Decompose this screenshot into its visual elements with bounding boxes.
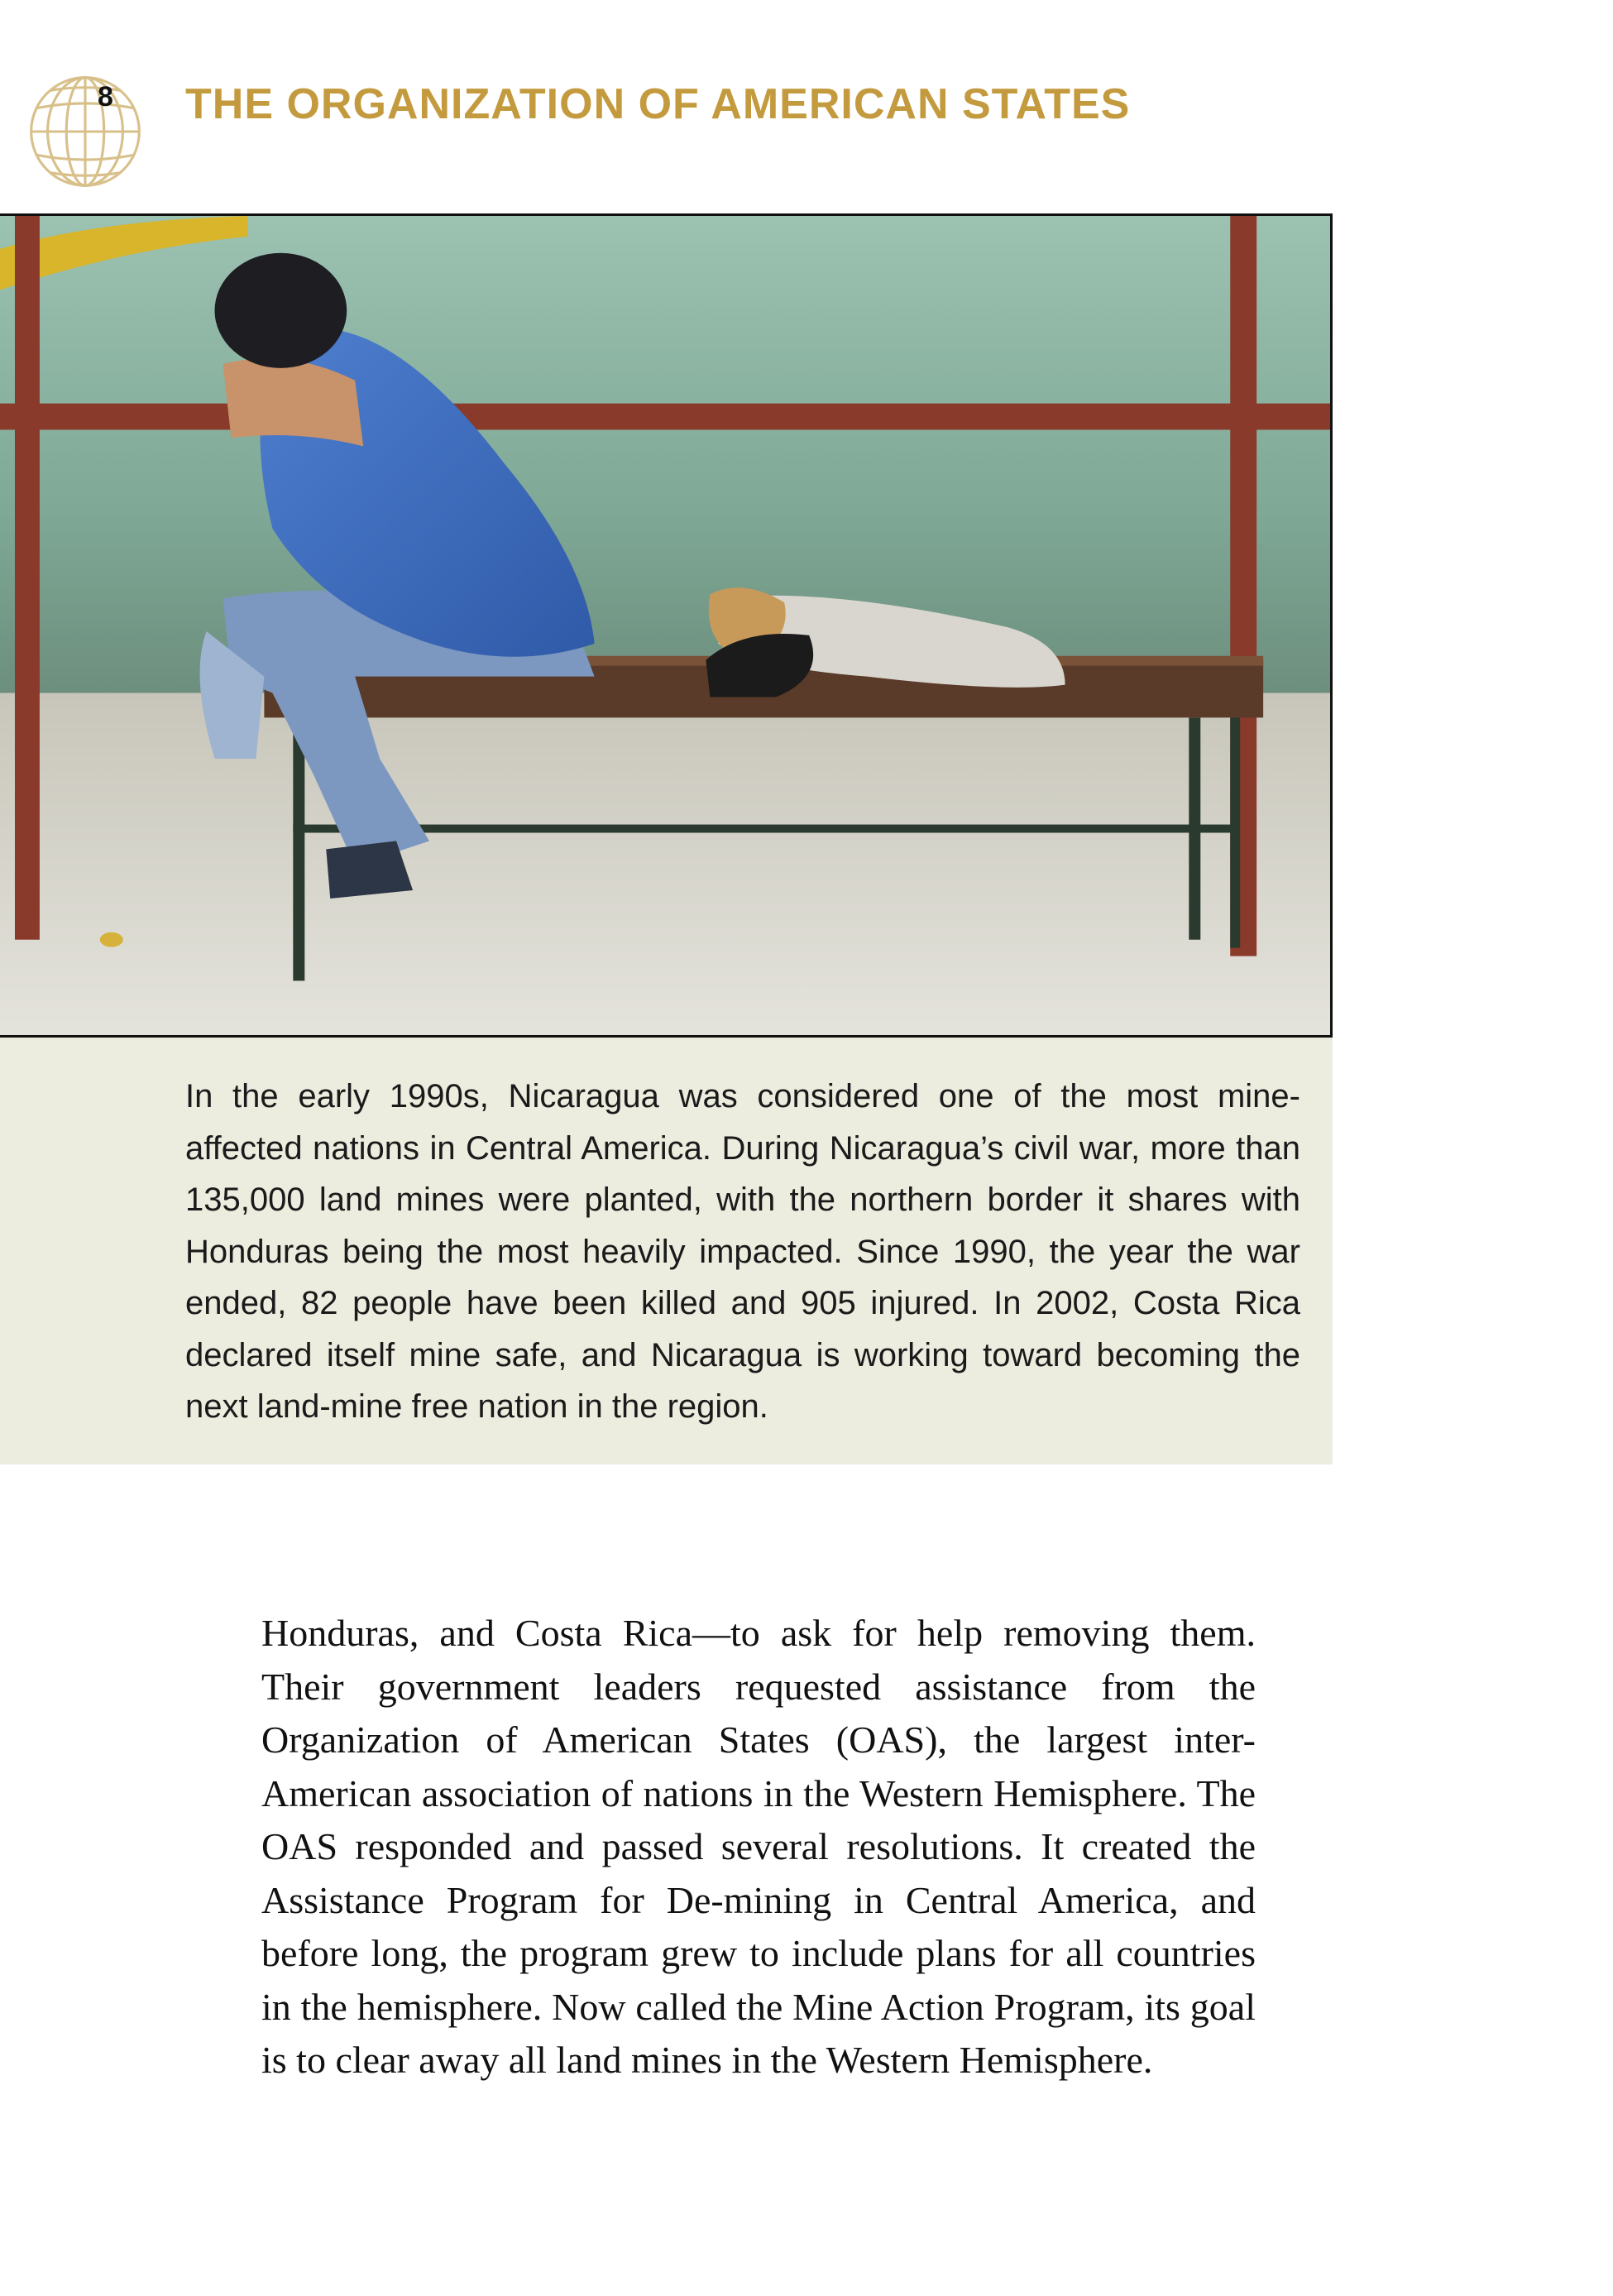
photo — [0, 213, 1333, 1038]
globe-icon — [26, 73, 144, 190]
running-title: THE ORGANIZATION OF AMERICAN STATES — [185, 80, 1131, 128]
photo-caption: In the early 1990s, Nicaragua was considered one of the most mine-affected nations in Central America. During Nicaragua’s civil war, more than 135,000 land mines were planted, with the northern border it shares with Honduras being the most heavily impacted. Since 1990, the year the war ended, 82 people have been killed and 905 injured. In 2002, Costa Rica declared itself mine safe, and Nicaragua is working toward becoming the next land-mine free nation in the region. — [185, 1078, 1300, 1425]
body-paragraph: Honduras, and Costa Rica—to ask for help removing them. Their government leaders requested assistance from the Organization of American States (OAS), the largest inter-American association of nations in the Western Hemisphere. The OAS responded and passed several resolutions. It created the Assistance Program for De-mining in Central America, and before long, the program grew to include plans for all countries in the hemisphere. Now called the Mine Action Program, its goal is to clear away all land mines in the Western Hemisphere. — [261, 1612, 1256, 2081]
page-number: 8 — [98, 81, 113, 113]
